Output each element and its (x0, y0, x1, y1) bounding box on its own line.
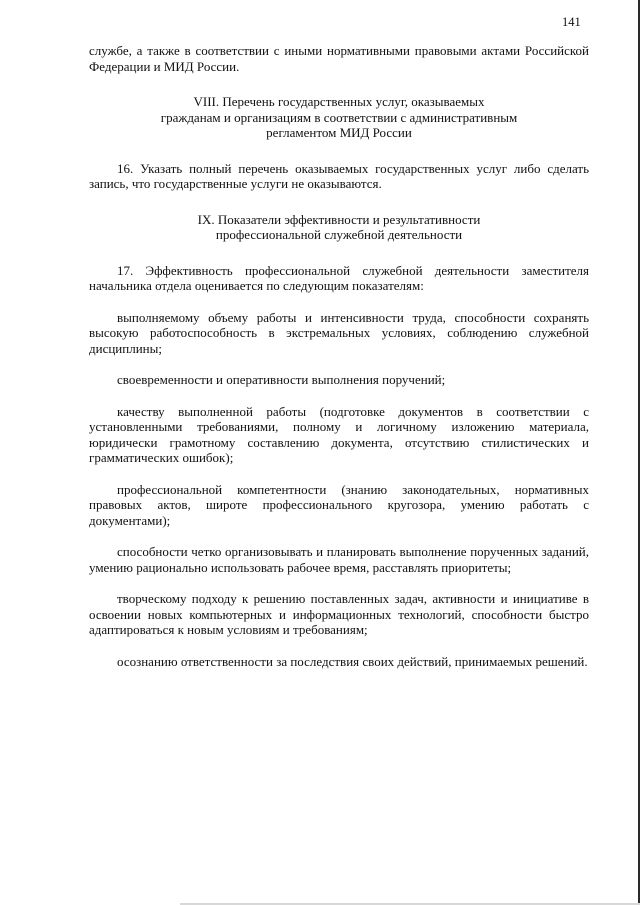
section-8-heading (89, 94, 589, 141)
section-8-heading-line: гражданам и организациям в соответствии с административным (160, 109, 518, 125)
criterion-item: способности четко организовывать и планировать выполнение порученных заданий, умению рационально использовать рабочее время, расставлять приоритеты; (89, 544, 589, 575)
section-9-heading (89, 212, 589, 243)
criterion-item: профессиональной компетентности (знанию законодательных, нормативных правовых актов, широте профессионального кругозора, умению работать с документами); (89, 481, 589, 528)
section-9-heading-line: профессиональной служебной деятельности (215, 227, 463, 242)
section-8-heading-line: VIII. Перечень государственных услуг, оказываемых (193, 94, 485, 109)
intro-paragraph: службе, а также в соответствии с иными нормативными правовыми актами Российской Федерации и МИД России. (89, 43, 589, 74)
section-9-paragraph: 17. Эффективность профессиональной служебной деятельности заместителя начальника отдела оценивается по следующим показателям: (89, 262, 589, 293)
criterion-item: выполняемому объему работы и интенсивности труда, способности сохранять высокую работоспособность в экстремальных условиях, соблюдению служебной дисциплины; (89, 309, 589, 356)
section-8-paragraph: 16. Указать полный перечень оказываемых государственных услуг либо сделать запись, что государственные услуги не оказываются. (89, 160, 589, 191)
criterion-item: творческому подходу к решению поставленных задач, активности и инициативе в освоении новых компьютерных и информационных технологий, способности быстро адаптироваться к новым условиям и требованиям; (89, 591, 589, 637)
section-8-heading-line: регламентом МИД России (266, 125, 412, 140)
page-number: 141 (562, 15, 581, 29)
criterion-item: осознанию ответственности за последствия своих действий, принимаемых решений. (117, 653, 588, 669)
section-9-heading-line: IX. Показатели эффективности и результативности (197, 211, 481, 227)
criterion-item: своевременности и оперативности выполнения поручений; (117, 372, 446, 387)
document-body (89, 43, 589, 669)
criterion-item: качеству выполненной работы (подготовке документов в соответствии с установленными требованиями, полному и логичному изложению материала, юридически грамотному составлению документа, отсутствию стилистических и грамматических ошибок); (89, 403, 589, 465)
